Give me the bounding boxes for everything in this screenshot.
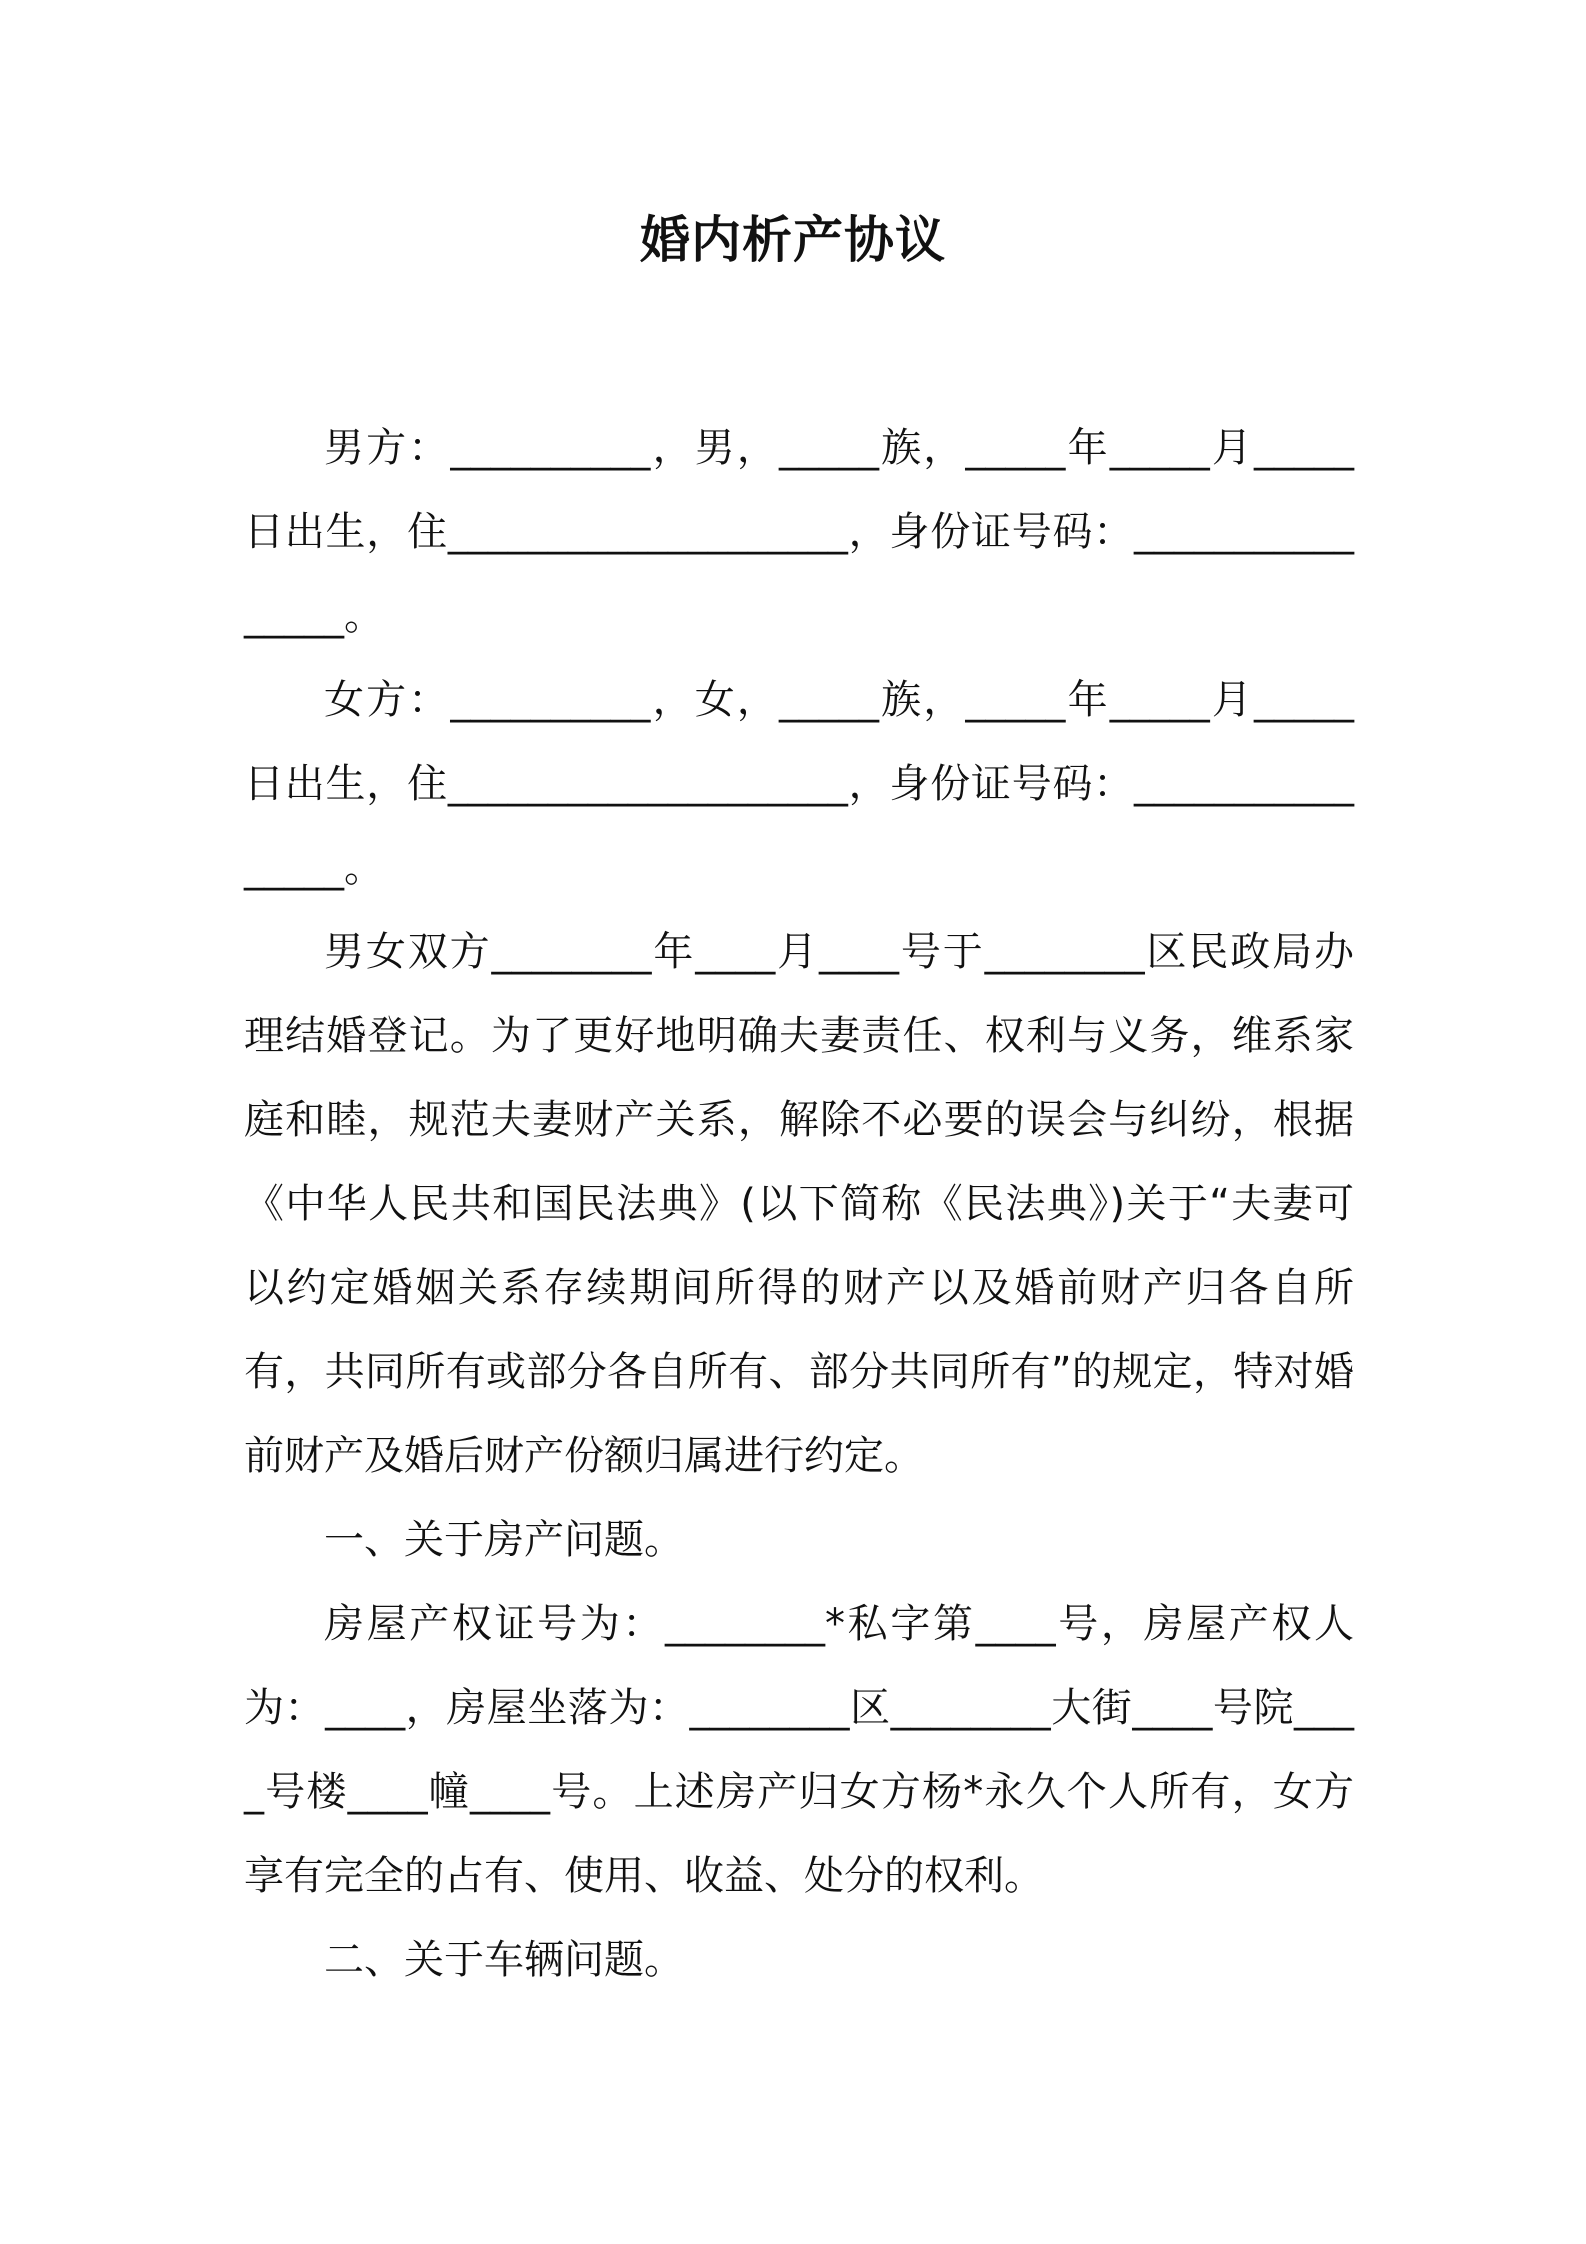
section-heading-vehicle: 二、关于车辆问题。 [324, 1937, 684, 1983]
document-body [244, 406, 1354, 2002]
section-heading-property: 一、关于房产问题。 [324, 1517, 684, 1563]
paragraph-male-party: 男方：__________，男，_____族，_____年_____月_____日出生，住____________________，身份证号码：________________。 [244, 425, 1354, 639]
document-title: 婚内析产协议 [640, 211, 946, 269]
paragraph-preamble: 男女双方________年____月____号于________区民政局办理结婚登记。为了更好地明确夫妻责任、权利与义务，维系家庭和睦，规范夫妻财产关系，解除不必要的误会与纠纷，根据《中华人民共和国民法典》(以下简称《民法典》)关于“夫妻可以约定婚姻关系存续期间所得的财产以及婚前财产归各自所有，共同所有或部分各自所有、部分共同所有”的规定，特对婚前财产及婚后财产份额归属进行约定。 [244, 929, 1354, 1479]
paragraph-property-terms: 房屋产权证号为：________*私字第____号，房屋产权人为：____，房屋坐落为：________区________大街____号院____号楼____幢____号。上述房产归女方杨*永久个人所有，女方享有完全的占有、使用、收益、处分的权利。 [244, 1601, 1354, 1899]
paragraph-female-party: 女方：__________，女，_____族，_____年_____月_____日出生，住____________________，身份证号码：________________。 [244, 677, 1354, 891]
